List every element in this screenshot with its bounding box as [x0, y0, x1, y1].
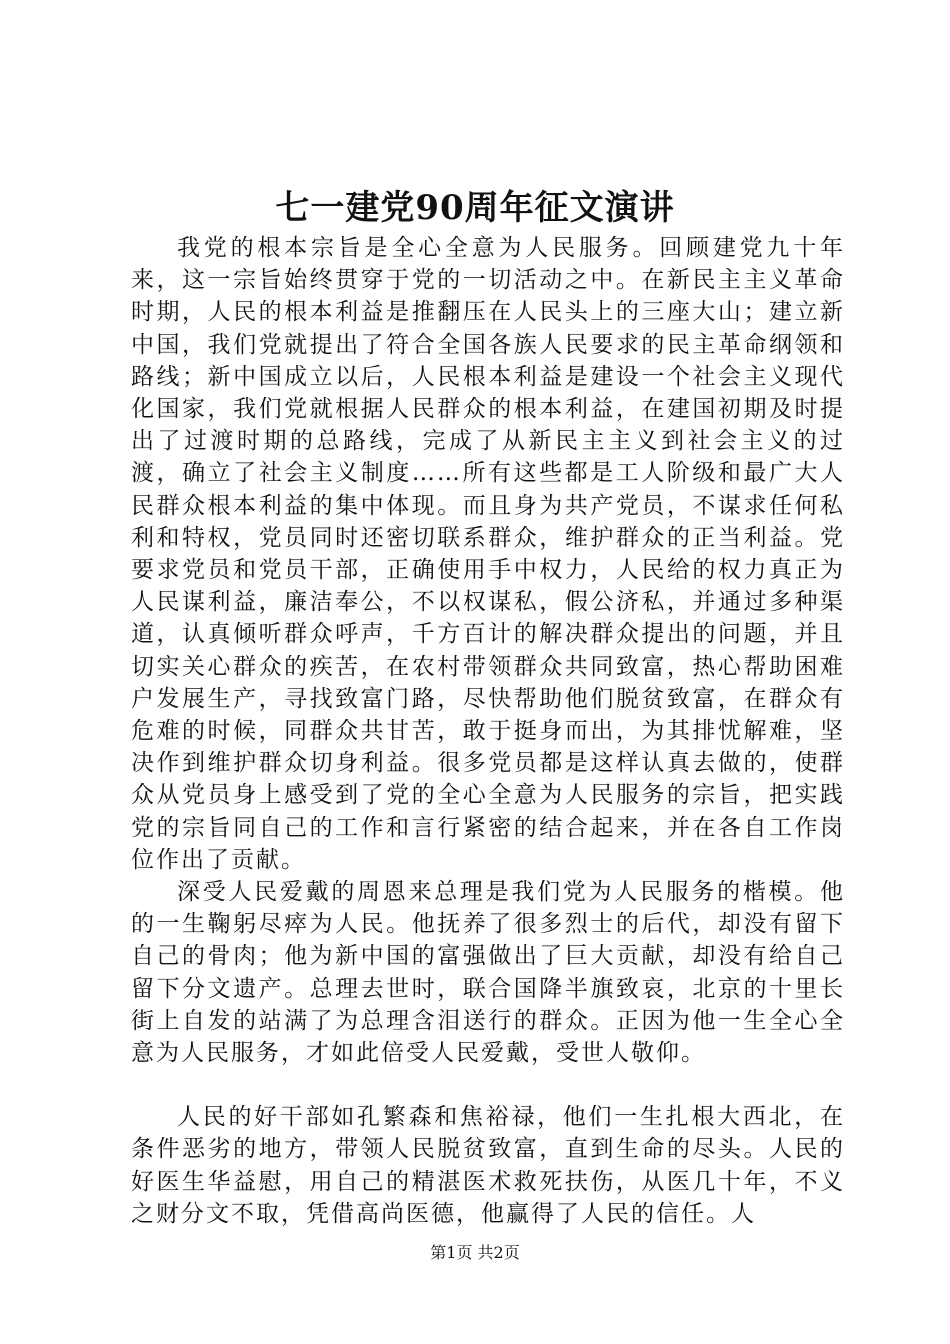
- paragraph-1: 我党的根本宗旨是全心全意为人民服务。回顾建党九十年来，这一宗旨始终贯穿于党的一切活动之中。在新民主主义革命时期，人民的根本利益是推翻压在人民头上的三座大山；建立新中国，我们党就提出了符合全国各族人民要求的民主革命纲领和路线；新中国成立以后，人民根本利益是建设一个社会主义现代化国家，我们党就根据人民群众的根本利益，在建国初期及时提出了过渡时期的总路线，完成了从新民主主义到社会主义的过渡，确立了社会主义制度……所有这些都是工人阶级和最广大人民群众根本利益的集中体现。而且身为共产党员，不谋求任何私利和特权，党员同时还密切联系群众，维护群众的正当利益。党要求党员和党员干部，正确使用手中权力，人民给的权力真正为人民谋利益，廉洁奉公，不以权谋私，假公济私，并通过多种渠道，认真倾听群众呼声，千方百计的解决群众提出的问题，并且切实关心群众的疾苦，在农村带领群众共同致富，热心帮助困难户发展生产，寻找致富门路，尽快帮助他们脱贫致富，在群众有危难的时候，同群众共甘苦，敢于挺身而出，为其排忧解难，坚决作到维护群众切身利益。很多党员都是这样认真去做的，使群众从党员身上感受到了党的全心全意为人民服务的宗旨，把实践党的宗旨同自己的工作和言行紧密的结合起来，并在各自工作岗位作出了贡献。: [131, 235, 845, 873]
- document-body: [131, 232, 845, 1230]
- paragraph-2: 深受人民爱戴的周恩来总理是我们党为人民服务的楷模。他的一生鞠躬尽瘁为人民。他抚养了很多烈士的后代，却没有留下自己的骨肉；他为新中国的富强做出了巨大贡献，却没有给自己留下分文遗产。总理去世时，联合国降半旗致哀，北京的十里长街上自发的站满了为总理含泪送行的群众。正因为他一生全心全意为人民服务，才如此倍受人民爱戴，受世人敬仰。: [131, 879, 845, 1067]
- document-title: 七一建党90周年征文演讲: [275, 188, 675, 228]
- page-footer: 第1页 共2页: [430, 1243, 520, 1262]
- paragraph-3: 人民的好干部如孔繁森和焦裕禄，他们一生扎根大西北，在条件恶劣的地方，带领人民脱贫致富，直到生命的尽头。人民的好医生华益慰，用自己的精湛医术救死扶伤，从医几十年，不义之财分文不取，凭借高尚医德，他赢得了人民的信任。人: [131, 1104, 845, 1227]
